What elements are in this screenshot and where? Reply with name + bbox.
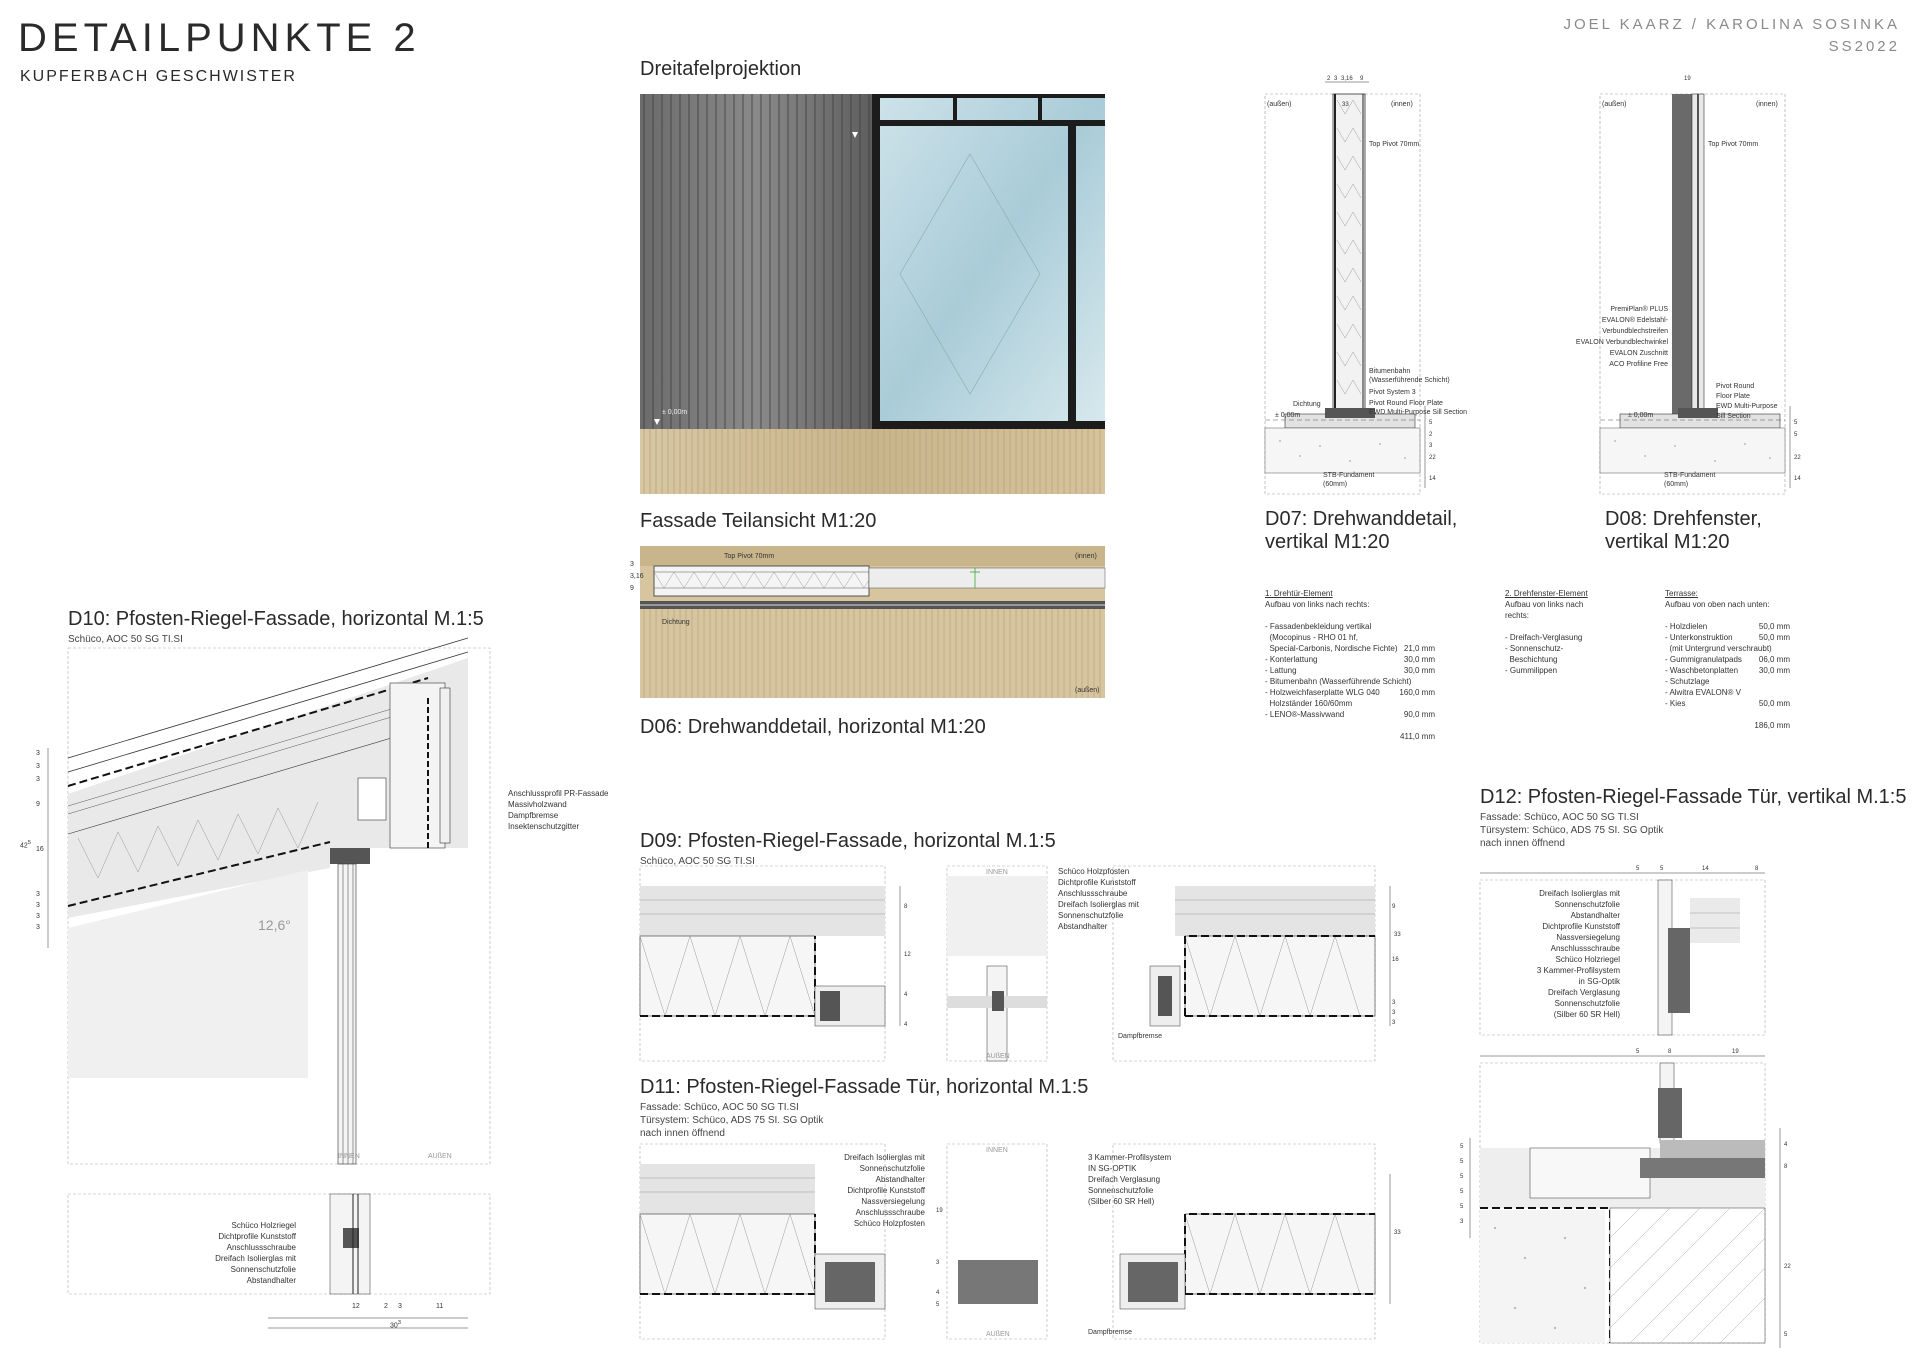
spec-drehtuer — [1265, 588, 1435, 742]
spec-row-value: 30,0 mm — [1403, 666, 1435, 675]
spec-row-name: - Bitumenbahn (Wasserführende Schicht) — [1265, 677, 1412, 686]
author-names: JOEL KAARZ / KAROLINA SOSINKA — [1563, 16, 1900, 33]
d11-left-label: Dichtprofile Kunststoff — [847, 1186, 925, 1195]
spec-row — [1665, 643, 1790, 654]
d12-label: in SG-Optik — [1578, 977, 1620, 986]
spec-row-name: - Holzweichfaserplatte WLG 040 — [1265, 688, 1380, 697]
spec-row-name: - Holzdielen — [1665, 622, 1708, 631]
spec-row-name: - Fassadenbekleidung vertikal — [1265, 622, 1372, 631]
d07-dim-33: 33 — [1342, 102, 1349, 108]
d11-left-label: Nassversiegelung — [861, 1197, 925, 1206]
d08-dim-side: 5 — [1794, 432, 1798, 438]
d11-right-label: Sonnenschutzfolie — [1088, 1186, 1154, 1195]
d06-dichtung: Dichtung — [662, 619, 690, 626]
d08-dim-side: 22 — [1794, 455, 1801, 461]
spec-row — [1265, 676, 1435, 687]
spec1-total: 411,0 mm — [1400, 732, 1435, 741]
d10-dim-bottom-total-sup: 3 — [397, 1320, 402, 1326]
d07-dichtung: Dichtung — [1293, 401, 1321, 408]
spec-row-value: 06,0 mm — [1758, 655, 1790, 664]
spec-terrasse — [1665, 588, 1790, 731]
d10-lower-label: Abstandhalter — [246, 1276, 296, 1285]
spec2-intro: Aufbau von links nach rechts: — [1505, 600, 1584, 620]
d09-dim-a: 4 — [904, 992, 908, 998]
d07-dim-side: 5 — [1429, 420, 1433, 426]
spec-row — [1505, 665, 1595, 676]
spec-row-name: - Sonnenschutz- — [1505, 644, 1564, 653]
d08-level: ± 0,00m — [1628, 412, 1654, 419]
d11-drawing — [640, 1144, 1400, 1344]
d09-innen: INNEN — [986, 869, 1008, 876]
d11-dim-small: 3 — [936, 1260, 940, 1266]
d12-dim-left: 5 — [1460, 1174, 1464, 1180]
d07-dim-side: 22 — [1429, 455, 1436, 461]
d10-lower-labels — [200, 1220, 296, 1286]
spec-row-value: 30,0 mm — [1758, 666, 1790, 675]
d08-dim-side: 14 — [1794, 476, 1801, 482]
d11-innen: INNEN — [986, 1147, 1008, 1154]
d12-dim-top: 14 — [1702, 866, 1709, 872]
d07-label: EWD Multi-Purpose Sill Section — [1369, 409, 1468, 416]
d08-right-label: Floor Plate — [1716, 393, 1750, 400]
spec3-intro: Aufbau von oben nach unten: — [1665, 600, 1770, 609]
d10-lower-label: Schüco Holzriegel — [231, 1221, 296, 1230]
d08-left-label: EVALON Verbundblechwinkel — [1575, 339, 1668, 346]
d10-lower-label: Dreifach Isolierglas mit — [215, 1254, 296, 1263]
d11-left-labels — [795, 1152, 925, 1229]
d08-left-label: Verbundblechstreifen — [1602, 328, 1668, 335]
d11-right-label: (Silber 60 SR Hell) — [1088, 1197, 1155, 1206]
d10-innen: INNEN — [338, 1153, 360, 1160]
d07-label: (Wasserführende Schicht) — [1369, 377, 1450, 384]
d12-label: Abstandhalter — [1570, 911, 1620, 920]
d08-left-label: EVALON® Edelstahl- — [1601, 317, 1668, 324]
d11-left-label: Schüco Holzpfosten — [853, 1219, 925, 1228]
d10-sub: Schüco, AOC 50 SG TI.SI — [68, 634, 183, 645]
d10-dim-bottom: 3 — [398, 1303, 402, 1310]
d12-dim-top: 5 — [1660, 866, 1664, 872]
spec-row-value: 50,0 mm — [1758, 633, 1790, 642]
d07-dim-side: 14 — [1429, 476, 1436, 482]
d06-drawing — [630, 546, 1105, 698]
dreitafel-title: Dreitafelprojektion — [640, 58, 802, 80]
d07-label: Bitumenbahn — [1369, 368, 1411, 375]
d09-label: Sonnenschutzfolie — [1058, 911, 1124, 920]
d09-label: Schüco Holzpfosten — [1058, 867, 1130, 876]
d11-dim-19: 19 — [936, 1208, 943, 1214]
d06-dim: 3,16 — [630, 573, 644, 580]
d12-dim-top: 5 — [1636, 866, 1640, 872]
spec-row-name: - Lattung — [1265, 666, 1297, 675]
d10-dim-left: 3 — [36, 776, 40, 783]
spec-row-value: 50,0 mm — [1758, 699, 1790, 708]
d08-aussen: (außen) — [1602, 101, 1627, 108]
d07-dim-top: 3 — [1334, 76, 1338, 82]
d10-dim-total-value: 42 — [20, 842, 28, 850]
spec-drehfenster — [1505, 588, 1595, 676]
d07-aussen: (außen) — [1267, 101, 1292, 108]
d11-aussen: AUßEN — [986, 1331, 1010, 1338]
d09-dim-b: 3 — [1392, 1020, 1396, 1026]
spec1-intro: Aufbau von links nach rechts: — [1265, 600, 1370, 609]
d09-title: D09: Pfosten-Riegel-Fassade, horizontal M.1:5 — [640, 830, 1056, 852]
facade-render — [640, 94, 1105, 494]
d10-dim-left: 9 — [36, 801, 40, 808]
spec-row — [1505, 654, 1595, 665]
spec-row-value: 21,0 mm — [1403, 644, 1435, 653]
d08-dim-top: 19 — [1684, 76, 1691, 82]
d07-label: Pivot Round Floor Plate — [1369, 400, 1443, 407]
d11-sub1: Fassade: Schüco, AOC 50 SG TI.SI — [640, 1102, 799, 1113]
d10-lower-label: Dichtprofile Kunststoff — [218, 1232, 296, 1241]
d07-title-line2: vertikal M1:20 — [1265, 531, 1390, 553]
d12-label: Sonnenschutzfolie — [1554, 999, 1620, 1008]
d09-dim-a: 4 — [904, 1022, 908, 1028]
spec-row-value: 160,0 mm — [1399, 688, 1435, 697]
d12-dim-left: 5 — [1460, 1204, 1464, 1210]
d12-dim-right: 4 — [1784, 1142, 1788, 1148]
d10-dim-left: 3 — [36, 763, 40, 770]
spec-row-name: - Gummilippen — [1505, 666, 1558, 675]
spec-row — [1665, 654, 1790, 665]
spec-row — [1265, 687, 1435, 698]
d07-drawing — [1265, 76, 1505, 496]
d08-left-label: ACO Profiline Free — [1609, 361, 1668, 368]
d10-dim-total — [20, 840, 31, 849]
spec-row-name: - LENO®-Massivwand — [1265, 710, 1345, 719]
d11-left-label: Sonnenschutzfolie — [859, 1164, 925, 1173]
d06-aussen: (außen) — [1075, 687, 1100, 694]
authors — [1563, 14, 1900, 58]
d12-sub2: Türsystem: Schüco, ADS 75 SI. SG Optik — [1480, 825, 1664, 836]
spec-row — [1665, 665, 1790, 676]
spec-row — [1265, 643, 1435, 654]
spec-row-name: Special-Carbonis, Nordische Fichte) — [1265, 644, 1398, 653]
spec-row-name: Beschichtung — [1505, 655, 1558, 664]
d10-dim-bottom: 12 — [352, 1303, 360, 1310]
d11-left-label: Dreifach Isolierglas mit — [844, 1153, 925, 1162]
d10-label: Insektenschutzgitter — [508, 822, 580, 831]
d10-angle: 12,6° — [258, 917, 291, 933]
d08-left-label: EVALON Zuschnitt — [1609, 350, 1668, 357]
d10-lower-label: Anschlussschraube — [226, 1243, 296, 1252]
d09-dim-b: 3 — [1392, 1010, 1396, 1016]
d10-label: Dampfbremse — [508, 811, 559, 820]
spec-row-name: - Dreifach-Verglasung — [1505, 633, 1583, 642]
d10-dim-bottom: 2 — [384, 1303, 388, 1310]
fassade-title: Fassade Teilansicht M1:20 — [640, 510, 877, 532]
spec-row — [1265, 709, 1435, 720]
d09-label: Dichtprofile Kunststoff — [1058, 878, 1136, 887]
d06-title: D06: Drehwanddetail, horizontal M1:20 — [640, 716, 986, 738]
d10-dim-left: 3 — [36, 750, 40, 757]
d11-left-label: Anschlussschraube — [855, 1208, 925, 1217]
spec-row — [1265, 665, 1435, 676]
d11-right-labels — [1088, 1152, 1171, 1207]
d08-left-label: PremiPlan® PLUS — [1610, 306, 1668, 313]
d12-sub1: Fassade: Schüco, AOC 50 SG TI.SI — [1480, 812, 1639, 823]
spec-row-name: (Mocopinus - RHO 01 hf, — [1265, 633, 1358, 642]
d10-dim-bottom: 11 — [436, 1303, 444, 1310]
d10-dim-bottom-total-value: 30 — [390, 1322, 398, 1330]
d12-label: Sonnenschutzfolie — [1554, 900, 1620, 909]
spec-row-name: Holzständer 160/60mm — [1265, 699, 1353, 708]
d09-label: Anschlussschraube — [1058, 889, 1128, 898]
d12-dim-top: 8 — [1755, 866, 1759, 872]
d07-dim-top: 9 — [1360, 76, 1364, 82]
spec-row-name: - Unterkonstruktion — [1665, 633, 1733, 642]
page-title: DETAILPUNKTE 2 — [18, 16, 421, 60]
spec-row — [1665, 676, 1790, 687]
d08-innen: (innen) — [1756, 101, 1778, 108]
page-subtitle: KUPFERBACH GESCHWISTER — [20, 68, 297, 85]
spec-row-name: - Alwitra EVALON® V — [1665, 688, 1741, 697]
d12-label: (Silber 60 SR Hell) — [1553, 1010, 1620, 1019]
d07-top-pivot: Top Pivot 70mm — [1369, 141, 1420, 148]
d09-dim-a: 8 — [904, 904, 908, 910]
d06-dim: 9 — [630, 585, 634, 592]
d06-innen: (innen) — [1075, 553, 1097, 560]
spec-row-name: - Waschbetonplatten — [1665, 666, 1739, 675]
d10-dim-bottom-total — [390, 1320, 401, 1329]
d07-dim-top: 3,16 — [1341, 76, 1353, 82]
d08-stb2: (60mm) — [1664, 481, 1689, 488]
d10-dim-left: 3 — [36, 913, 40, 920]
d08-right-label: Sill Section — [1716, 413, 1751, 420]
spec-row — [1265, 654, 1435, 665]
d07-dim-side: 3 — [1429, 443, 1433, 449]
d12-labels — [1490, 888, 1620, 1020]
d12-dim-right: 8 — [1784, 1164, 1788, 1170]
d07-dim-side: 2 — [1429, 432, 1433, 438]
d10-dim-left: 3 — [36, 902, 40, 909]
d12-dim-right: 22 — [1784, 1264, 1791, 1270]
d09-aussen: AUßEN — [986, 1053, 1010, 1060]
d12-label: Schüco Holzriegel — [1555, 955, 1620, 964]
spec-row — [1505, 643, 1595, 654]
d12-dim-mid: 8 — [1668, 1049, 1672, 1055]
d08-right-label: EWD Multi-Purpose — [1716, 403, 1778, 410]
d07-stb2: (60mm) — [1323, 481, 1348, 488]
spec-row-value: 90,0 mm — [1403, 710, 1435, 719]
d12-dim-left: 3 — [1460, 1219, 1464, 1225]
d12-dim-left: 5 — [1460, 1144, 1464, 1150]
d08-dim-side: 5 — [1794, 420, 1798, 426]
spec-row-name: - Kies — [1665, 699, 1686, 708]
d06-top-pivot: Top Pivot 70mm — [724, 553, 775, 560]
d06-dim: 3 — [630, 561, 634, 568]
d07-stb: STB-Fundament — [1323, 472, 1375, 479]
d12-dim-left: 5 — [1460, 1189, 1464, 1195]
spec-row-value: 50,0 mm — [1758, 622, 1790, 631]
spec-row-name: - Schutzlage — [1665, 677, 1710, 686]
d11-sub3: nach innen öffnend — [640, 1128, 725, 1139]
d10-lower-label: Sonnenschutzfolie — [230, 1265, 296, 1274]
d07-dim-top: 2 — [1327, 76, 1331, 82]
d12-label: Anschlussschraube — [1550, 944, 1620, 953]
d12-title: D12: Pfosten-Riegel-Fassade Tür, vertikal M.1:5 — [1480, 786, 1907, 808]
spec-row — [1665, 698, 1790, 709]
d12-label: Dreifach Isolierglas mit — [1539, 889, 1620, 898]
d09-drawing — [640, 866, 1400, 1066]
d12-label: Dreifach Verglasung — [1547, 988, 1620, 997]
d12-dim-mid: 5 — [1636, 1049, 1640, 1055]
d08-stb: STB-Fundament — [1664, 472, 1716, 479]
d08-title-line2: vertikal M1:20 — [1605, 531, 1730, 553]
spec1-heading: 1. Drehtür-Element — [1265, 589, 1333, 598]
d09-dim-b: 16 — [1392, 957, 1399, 963]
spec-row-name: (mit Untergrund verschraubt) — [1665, 644, 1772, 653]
d09-dim-b: 3 — [1392, 1000, 1396, 1006]
d11-sub2: Türsystem: Schüco, ADS 75 SI. SG Optik — [640, 1115, 824, 1126]
d09-dim-b: 9 — [1392, 904, 1396, 910]
d10-title: D10: Pfosten-Riegel-Fassade, horizontal M.1:5 — [68, 608, 484, 630]
d07-label: Pivot System 3 — [1369, 389, 1416, 396]
spec-row — [1665, 621, 1790, 632]
spec-row — [1265, 698, 1435, 709]
d10-label: Massivholzwand — [508, 800, 567, 809]
d09-labels — [1058, 866, 1139, 932]
d08-top-pivot: Top Pivot 70mm — [1708, 141, 1759, 148]
d10-labels — [508, 788, 608, 832]
d10-aussen: AUßEN — [428, 1153, 452, 1160]
d10-dim-left: 3 — [36, 891, 40, 898]
d08-right-label: Pivot Round — [1716, 383, 1755, 390]
spec-row — [1265, 621, 1435, 632]
d11-right-label: 3 Kammer-Profilsystem — [1088, 1153, 1172, 1162]
spec3-heading: Terrasse: — [1665, 589, 1698, 598]
d11-title: D11: Pfosten-Riegel-Fassade Tür, horizontal M.1:5 — [640, 1076, 1089, 1098]
d09-sub: Schüco, AOC 50 SG TI.SI — [640, 856, 755, 867]
spec-row — [1505, 632, 1595, 643]
spec2-heading: 2. Drehfenster-Element — [1505, 589, 1588, 598]
d11-dim-33: 33 — [1394, 1230, 1401, 1236]
d12-dim-mid: 19 — [1732, 1049, 1739, 1055]
d08-drawing — [1575, 76, 1820, 496]
spec-row — [1665, 687, 1790, 698]
d11-dampf: Dampfbremse — [1088, 1329, 1132, 1336]
d10-dims-left — [36, 750, 46, 931]
d11-dim-small: 5 — [936, 1302, 940, 1308]
d12-label: 3 Kammer-Profilsystem — [1536, 966, 1620, 975]
d12-sub3: nach innen öffnend — [1480, 838, 1565, 849]
level-label: ± 0,00m — [662, 409, 688, 416]
d12-label: Dichtprofile Kunststoff — [1542, 922, 1620, 931]
spec-row-value: 30,0 mm — [1403, 655, 1435, 664]
d10-label: Anschlussprofil PR-Fassade — [508, 789, 609, 798]
d10-dim-total-sup: 5 — [27, 840, 32, 846]
d11-dim-small: 4 — [936, 1290, 940, 1296]
spec-row — [1265, 632, 1435, 643]
d07-title-line1: D07: Drehwanddetail, — [1265, 508, 1458, 530]
d08-title — [1605, 508, 1762, 554]
d12-dim-left: 5 — [1460, 1159, 1464, 1165]
d09-dim-total: 33 — [1394, 932, 1401, 938]
d09-label: Abstandhalter — [1058, 922, 1108, 931]
d10-dim-left: 16 — [36, 846, 44, 853]
d12-label: Nassversiegelung — [1556, 933, 1620, 942]
d07-level: ± 0,00m — [1275, 412, 1301, 419]
d07-title — [1265, 508, 1457, 554]
d11-right-label: IN SG-OPTIK — [1088, 1164, 1137, 1173]
spec-row-name: - Gummigranulatpads — [1665, 655, 1742, 664]
d12-dim-right: 5 — [1784, 1332, 1788, 1338]
d11-right-label: Dreifach Verglasung — [1088, 1175, 1161, 1184]
d11-left-label: Abstandhalter — [875, 1175, 925, 1184]
d09-dim-a: 12 — [904, 952, 911, 958]
d10-dim-left: 3 — [36, 924, 40, 931]
spec-row-name: - Konterlattung — [1265, 655, 1318, 664]
d09-label: Dreifach Isolierglas mit — [1058, 900, 1139, 909]
spec-row — [1665, 632, 1790, 643]
d08-title-line1: D08: Drehfenster, — [1605, 508, 1762, 530]
semester: SS2022 — [1828, 38, 1900, 55]
spec3-total: 186,0 mm — [1754, 721, 1790, 730]
d09-dampf: Dampfbremse — [1118, 1033, 1162, 1040]
d07-innen: (innen) — [1391, 101, 1413, 108]
